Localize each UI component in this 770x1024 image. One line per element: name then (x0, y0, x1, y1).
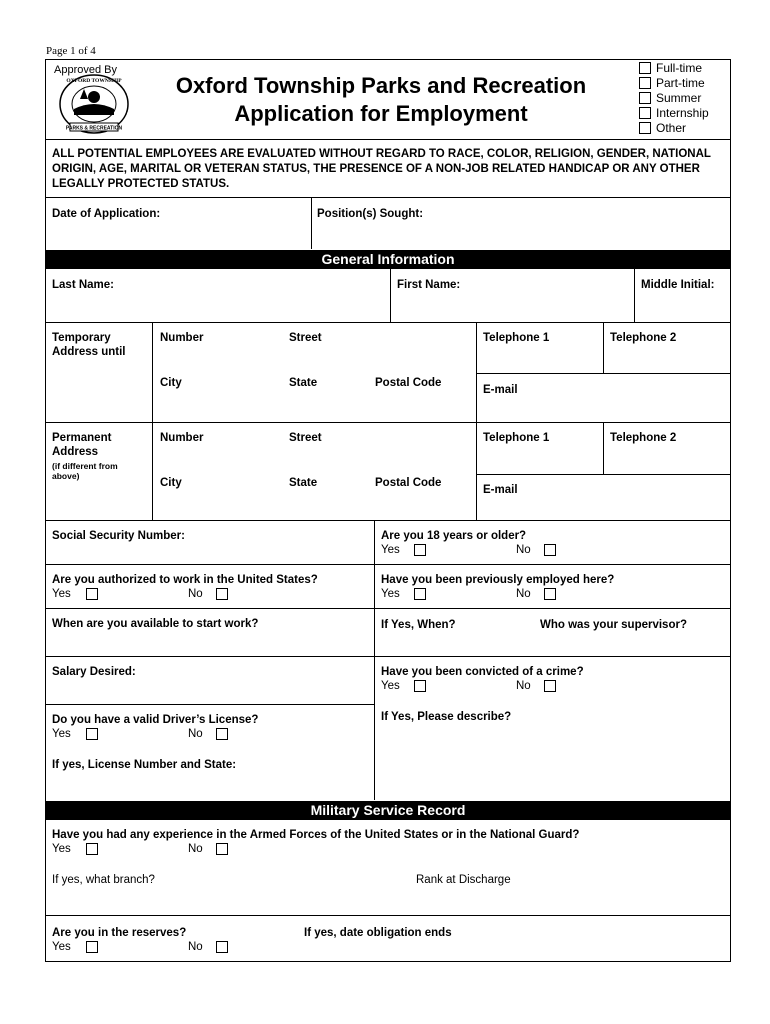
prev-yes-label: Yes (381, 588, 400, 600)
form-title-line1: Oxford Township Parks and Recreation (175, 73, 587, 98)
divider (634, 269, 635, 322)
perm-street-label: Street (289, 432, 322, 444)
license-yes-checkbox[interactable] (86, 728, 98, 740)
crime-question: Have you been convicted of a crime? (381, 666, 584, 678)
auth-no-checkbox[interactable] (216, 588, 228, 600)
divider (46, 139, 730, 140)
approved-by-label: Approved By (54, 64, 117, 76)
temp-postal-code-label: Postal Code (375, 377, 442, 389)
perm-postal-code-label: Postal Code (375, 477, 442, 489)
age-question: Are you 18 years or older? (381, 530, 527, 542)
divider (476, 474, 730, 475)
form-title-line2: Application for Employment (234, 101, 528, 126)
internship-label: Internship (656, 106, 709, 120)
summer-label: Summer (656, 91, 702, 105)
full-time-checkbox[interactable] (639, 62, 651, 74)
armed-no-label: No (188, 843, 203, 855)
ssn-label: Social Security Number: (52, 530, 185, 542)
perm-telephone-2-label: Telephone 2 (610, 432, 677, 444)
temporary-address-label: Temporary Address until (52, 332, 126, 358)
perm-email-label: E-mail (483, 484, 518, 496)
temp-telephone-2-label: Telephone 2 (610, 332, 677, 344)
divider (603, 322, 604, 373)
internship-checkbox[interactable] (639, 107, 651, 119)
salary-desired-label: Salary Desired: (52, 666, 136, 678)
perm-city-label: City (160, 477, 182, 489)
drivers-license-question: Do you have a valid Driver’s License? (52, 714, 259, 726)
township-seal-icon (58, 73, 130, 135)
age-yes-checkbox[interactable] (414, 544, 426, 556)
prev-no-checkbox[interactable] (544, 588, 556, 600)
if-yes-when-label: If Yes, When? (381, 619, 456, 631)
reserves-no-checkbox[interactable] (216, 941, 228, 953)
crime-describe-label: If Yes, Please describe? (381, 711, 512, 723)
armed-yes-label: Yes (52, 843, 71, 855)
other-checkbox[interactable] (639, 122, 651, 134)
license-no-label: No (188, 728, 203, 740)
divider (152, 322, 153, 422)
last-name-label: Last Name: (52, 279, 114, 291)
other-label: Other (656, 121, 687, 135)
military-service-header: Military Service Record (46, 801, 730, 820)
divider (390, 269, 391, 322)
divider (46, 704, 374, 705)
temp-email-label: E-mail (483, 384, 518, 396)
date-of-application-label: Date of Application: (52, 208, 161, 220)
eeo-notice: ALL POTENTIAL EMPLOYEES ARE EVALUATED WITHOUT REGARD TO RACE, COLOR, RELIGION, GENDER, NATIONAL ORIGIN, AGE, MARITAL OR VETERAN STATUS, THE PRESENCE OF A NON-JOB RELATED HANDICAP OR ANY OTHER LEGALLY PROTECTED STATUS. (52, 148, 711, 190)
general-information-header: General Information (46, 250, 730, 269)
temp-telephone-1-label: Telephone 1 (483, 332, 550, 344)
temp-city-label: City (160, 377, 182, 389)
license-number-label: If yes, License Number and State: (52, 759, 237, 771)
perm-number-label: Number (160, 432, 204, 444)
reserves-question: Are you in the reserves? (52, 927, 187, 939)
license-no-checkbox[interactable] (216, 728, 228, 740)
prev-yes-checkbox[interactable] (414, 588, 426, 600)
divider (374, 520, 375, 800)
perm-state-label: State (289, 477, 318, 489)
crime-yes-checkbox[interactable] (414, 680, 426, 692)
divider (46, 422, 730, 423)
obligation-ends-label: If yes, date obligation ends (304, 927, 452, 939)
armed-forces-question: Have you had any experience in the Armed Forces of the United States or in the National Guard? (52, 829, 580, 841)
age-no-label: No (516, 544, 531, 556)
middle-initial-label: Middle Initial: (641, 279, 715, 291)
crime-yes-label: Yes (381, 680, 400, 692)
prev-no-label: No (516, 588, 531, 600)
license-yes-label: Yes (52, 728, 71, 740)
application-form (45, 59, 731, 962)
seal-bottom-text: PARKS & RECREATION (65, 125, 123, 132)
divider (46, 322, 730, 323)
auth-yes-checkbox[interactable] (86, 588, 98, 600)
divider (311, 197, 312, 249)
reserves-yes-checkbox[interactable] (86, 941, 98, 953)
divider (46, 656, 730, 657)
age-no-checkbox[interactable] (544, 544, 556, 556)
divider (603, 422, 604, 474)
full-time-label: Full-time (656, 61, 703, 75)
divider (476, 322, 477, 422)
first-name-label: First Name: (397, 279, 461, 291)
seal-top-text: OXFORD TOWNSHIP (66, 78, 122, 84)
divider (152, 422, 153, 520)
previously-employed-question: Have you been previously employed here? (381, 574, 615, 586)
perm-telephone-1-label: Telephone 1 (483, 432, 550, 444)
armed-yes-checkbox[interactable] (86, 843, 98, 855)
divider (476, 373, 730, 374)
branch-label: If yes, what branch? (52, 874, 155, 886)
supervisor-question: Who was your supervisor? (540, 619, 687, 631)
armed-no-checkbox[interactable] (216, 843, 228, 855)
rank-at-discharge-label: Rank at Discharge (416, 874, 511, 886)
auth-yes-label: Yes (52, 588, 71, 600)
age-yes-label: Yes (381, 544, 400, 556)
temp-state-label: State (289, 377, 318, 389)
temp-number-label: Number (160, 332, 204, 344)
divider (46, 520, 730, 521)
summer-checkbox[interactable] (639, 92, 651, 104)
positions-sought-label: Position(s) Sought: (317, 208, 424, 220)
divider (46, 197, 730, 198)
part-time-checkbox[interactable] (639, 77, 651, 89)
part-time-label: Part-time (656, 76, 705, 90)
page-number: Page 1 of 4 (46, 45, 96, 57)
permanent-address-note: (if different from above) (52, 461, 118, 481)
crime-no-label: No (516, 680, 531, 692)
divider (46, 608, 730, 609)
permanent-address-label: Permanent Address (52, 432, 112, 458)
reserves-no-label: No (188, 941, 203, 953)
divider (46, 915, 730, 916)
temp-street-label: Street (289, 332, 322, 344)
work-authorization-question: Are you authorized to work in the United States? (52, 574, 318, 586)
divider (476, 422, 477, 520)
auth-no-label: No (188, 588, 203, 600)
start-work-question: When are you available to start work? (52, 618, 259, 630)
crime-no-checkbox[interactable] (544, 680, 556, 692)
reserves-yes-label: Yes (52, 941, 71, 953)
divider (46, 564, 730, 565)
